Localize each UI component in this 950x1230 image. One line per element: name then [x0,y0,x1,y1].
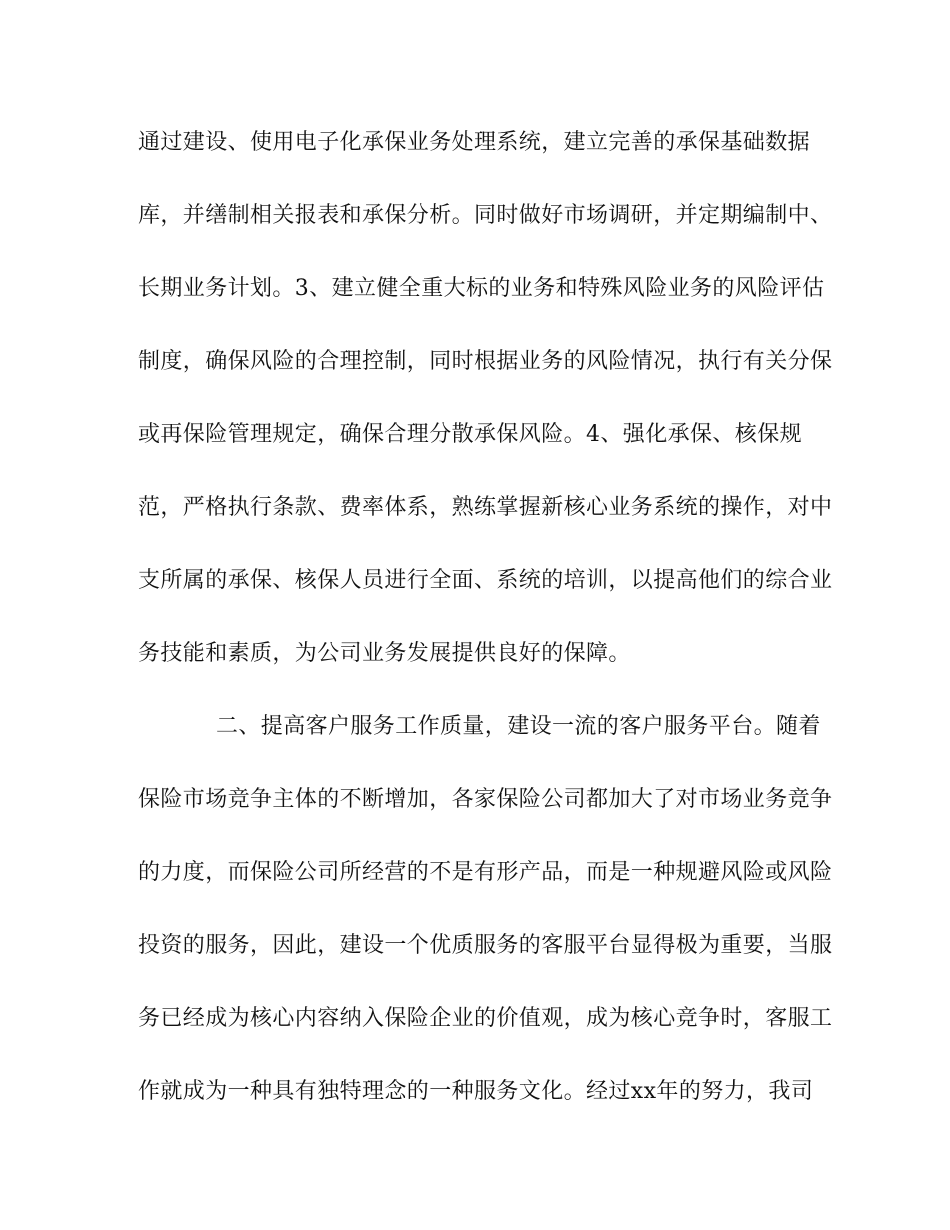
text-line-11: 的力度，而保险公司所经营的不是有形产品，而是一种规避风险或风险 [138,860,833,885]
paragraph-2-first-line: 二、提高客户服务工作质量，建设一流的客户服务平台。随着 [216,714,821,739]
text-line-2: 库，并缮制相关报表和承保分析。同时做好市场调研，并定期编制中、 [138,203,833,228]
text-line-13: 务已经成为核心内容纳入保险企业的价值观，成为核心竞争时，客服工 [138,1006,833,1031]
text-line-10: 保险市场竞争主体的不断增加，各家保险公司都加大了对市场业务竞争 [138,787,833,812]
text-line-5: 或再保险管理规定，确保合理分散承保风险。4、强化承保、核保规 [138,422,802,447]
text-line-12: 投资的服务，因此，建设一个优质服务的客服平台显得极为重要，当服 [138,933,833,958]
text-line-8: 务技能和素质，为公司业务发展提供良好的保障。 [138,641,631,666]
text-line-1: 通过建设、使用电子化承保业务处理系统，建立完善的承保基础数据 [138,130,811,155]
text-line-14: 作就成为一种具有独特理念的一种服务文化。经过xx年的努力，我司 [138,1079,814,1104]
text-line-7: 支所属的承保、核保人员进行全面、系统的培训，以提高他们的综合业 [138,568,833,593]
text-line-6: 范，严格执行条款、费率体系，熟练掌握新核心业务系统的操作，对中 [138,495,833,520]
text-line-3: 长期业务计划。3、建立健全重大标的业务和特殊风险业务的风险评估 [138,276,825,301]
text-line-4: 制度，确保风险的合理控制，同时根据业务的风险情况，执行有关分保 [138,349,833,374]
